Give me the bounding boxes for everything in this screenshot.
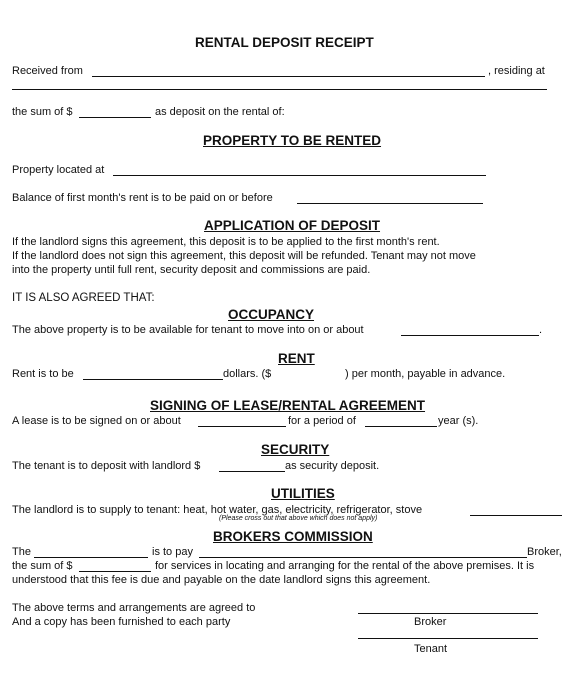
occupancy-heading: OCCUPANCY	[228, 307, 315, 322]
document-title: RENTAL DEPOSIT RECEIPT	[195, 35, 374, 50]
terms-agreed-text: The above terms and arrangements are agreed to	[12, 602, 256, 614]
application-line-3: into the property until full rent, security deposit and commissions are paid.	[12, 264, 371, 276]
occupancy-period: .	[539, 324, 543, 336]
application-line-1: If the landlord signs this agreement, this deposit is to be applied to the first month's rent.	[12, 236, 440, 248]
broker-signature-field[interactable]	[358, 613, 538, 614]
rent-per-month-label: ) per month, payable in advance.	[345, 368, 506, 380]
deposit-amount-field[interactable]	[79, 117, 151, 118]
as-deposit-label: as deposit on the rental of:	[155, 106, 285, 118]
rent-is-label: Rent is to be	[12, 368, 74, 380]
utilities-note: (Please cross out that above which does not apply)	[219, 515, 378, 522]
also-agreed-label: IT IS ALSO AGREED THAT:	[12, 292, 155, 304]
balance-date-field[interactable]	[297, 203, 483, 204]
property-heading: PROPERTY TO BE RENTED	[203, 133, 382, 148]
security-text: The tenant is to deposit with landlord $	[12, 460, 201, 472]
rent-amount-words-field[interactable]	[83, 379, 223, 380]
brokers-the-label: The	[12, 546, 31, 558]
lease-heading: SIGNING OF LEASE/RENTAL AGREEMENT	[150, 398, 426, 413]
received-from-field[interactable]	[92, 76, 485, 77]
security-heading: SECURITY	[261, 442, 330, 457]
rent-heading: RENT	[278, 351, 315, 366]
property-located-label: Property located at	[12, 164, 105, 176]
brokers-broker-label: Broker,	[527, 546, 562, 558]
balance-label: Balance of first month's rent is to be paid on or before	[12, 192, 273, 204]
tenant-signature-field[interactable]	[358, 638, 538, 639]
brokers-payer-field[interactable]	[34, 557, 148, 558]
lease-date-field[interactable]	[198, 426, 286, 427]
brokers-fee-field[interactable]	[79, 571, 151, 572]
broker-signature-label: Broker	[414, 616, 447, 628]
lease-years-field[interactable]	[365, 426, 437, 427]
tenant-signature-label: Tenant	[414, 643, 448, 655]
security-label: as security deposit.	[285, 460, 380, 472]
brokers-is-to-pay-label: is to pay	[152, 546, 193, 558]
utilities-text: The landlord is to supply to tenant: heat, hot water, gas, electricity, refrigerator, stove	[12, 504, 423, 516]
brokers-sum-label: the sum of $	[12, 560, 73, 572]
occupancy-date-field[interactable]	[401, 335, 539, 336]
copy-furnished-text: And a copy has been furnished to each party	[12, 616, 231, 628]
brokers-services-text: for services in locating and arranging for the rental of the above premises. It is	[155, 560, 535, 572]
brokers-heading: BROKERS COMMISSION	[213, 529, 373, 544]
brokers-name-field[interactable]	[199, 557, 527, 558]
received-from-label: Received from	[12, 65, 83, 77]
rent-dollars-label: dollars. ($	[223, 368, 272, 380]
brokers-understood-text: understood that this fee is due and payable on the date landlord signs this agreement.	[12, 574, 431, 586]
security-amount-field[interactable]	[219, 471, 285, 472]
utilities-heading: UTILITIES	[271, 486, 335, 501]
occupancy-text: The above property is to be available for tenant to move into on or about	[12, 324, 364, 336]
residing-at-label: , residing at	[488, 65, 545, 77]
lease-signed-label: A lease is to be signed on or about	[12, 415, 181, 427]
application-heading: APPLICATION OF DEPOSIT	[204, 218, 381, 233]
application-line-2: If the landlord does not sign this agreement, this deposit will be refunded. Tenant may not move	[12, 250, 476, 262]
residing-address-field[interactable]	[12, 89, 547, 90]
sum-of-label: the sum of $	[12, 106, 73, 118]
utilities-other-field[interactable]	[470, 515, 562, 516]
lease-period-label: for a period of	[288, 415, 356, 427]
lease-years-label: year (s).	[438, 415, 479, 427]
property-address-field[interactable]	[113, 175, 486, 176]
